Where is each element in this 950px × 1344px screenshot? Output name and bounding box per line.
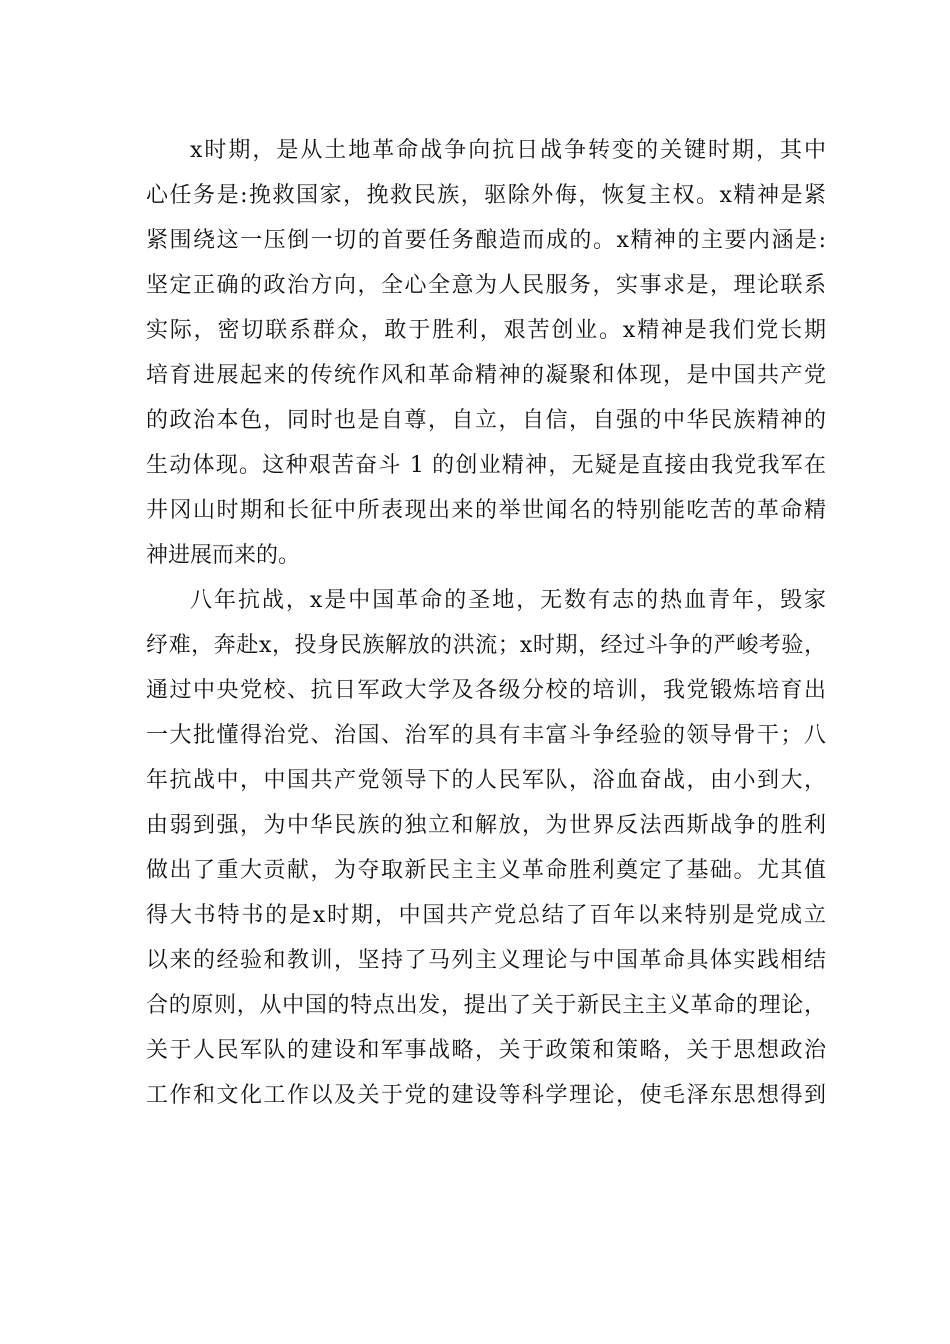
text-line: 培育进展起来的传统作风和革命精神的凝聚和体现，是中国共产党 <box>146 363 826 388</box>
text-line: 合的原则，从中国的特点出发，提出了关于新民主主义革命的理论， <box>146 993 826 1018</box>
text-line: 工作和文化工作以及关于党的建设等科学理论，使毛泽东思想得到 <box>146 1083 826 1108</box>
text-line: 实际，密切联系群众，敢于胜利，艰苦创业。x精神是我们党长期 <box>146 318 826 343</box>
text-line: 年抗战中，中国共产党领导下的人民军队，浴血奋战，由小到大， <box>146 768 826 793</box>
text-line: 井冈山时期和长征中所表现出来的举世闻名的特别能吃苦的革命精 <box>146 498 826 523</box>
document-body <box>146 128 826 1118</box>
paragraph-1 <box>146 128 826 578</box>
text-line: x时期，是从土地革命战争向抗日战争转变的关键时期，其中 <box>190 138 826 163</box>
text-line: 纾难，奔赴x，投身民族解放的洪流；x时期，经过斗争的严峻考验， <box>146 633 826 658</box>
text-line: 以来的经验和教训，坚持了马列主义理论与中国革命具体实践相结 <box>146 948 826 973</box>
text-line: 坚定正确的政治方向，全心全意为人民服务，实事求是，理论联系 <box>146 273 826 298</box>
text-line: 紧围绕这一压倒一切的首要任务酿造而成的。x精神的主要内涵是: <box>146 228 826 253</box>
paragraph-2 <box>146 578 826 1118</box>
text-line: 做出了重大贡献，为夺取新民主主义革命胜利奠定了基础。尤其值 <box>146 858 826 883</box>
text-line: 生动体现。这种艰苦奋斗 1 的创业精神，无疑是直接由我党我军在 <box>146 453 826 478</box>
text-line: 由弱到强，为中华民族的独立和解放，为世界反法西斯战争的胜利 <box>146 813 826 838</box>
text-line: 神进展而来的。 <box>146 543 301 568</box>
text-line: 心任务是:挽救国家，挽救民族，驱除外侮，恢复主权。x精神是紧 <box>146 183 826 208</box>
text-line: 八年抗战，x是中国革命的圣地，无数有志的热血青年，毁家 <box>190 588 826 613</box>
text-line: 得大书特书的是x时期，中国共产党总结了百年以来特别是党成立 <box>146 903 826 928</box>
text-line: 通过中央党校、抗日军政大学及各级分校的培训，我党锻炼培育出 <box>146 678 826 703</box>
text-line: 关于人民军队的建设和军事战略，关于政策和策略，关于思想政治 <box>146 1038 826 1063</box>
text-line: 的政治本色，同时也是自尊，自立，自信，自强的中华民族精神的 <box>146 408 826 433</box>
text-line: 一大批懂得治党、治国、治军的具有丰富斗争经验的领导骨干；八 <box>146 723 826 748</box>
